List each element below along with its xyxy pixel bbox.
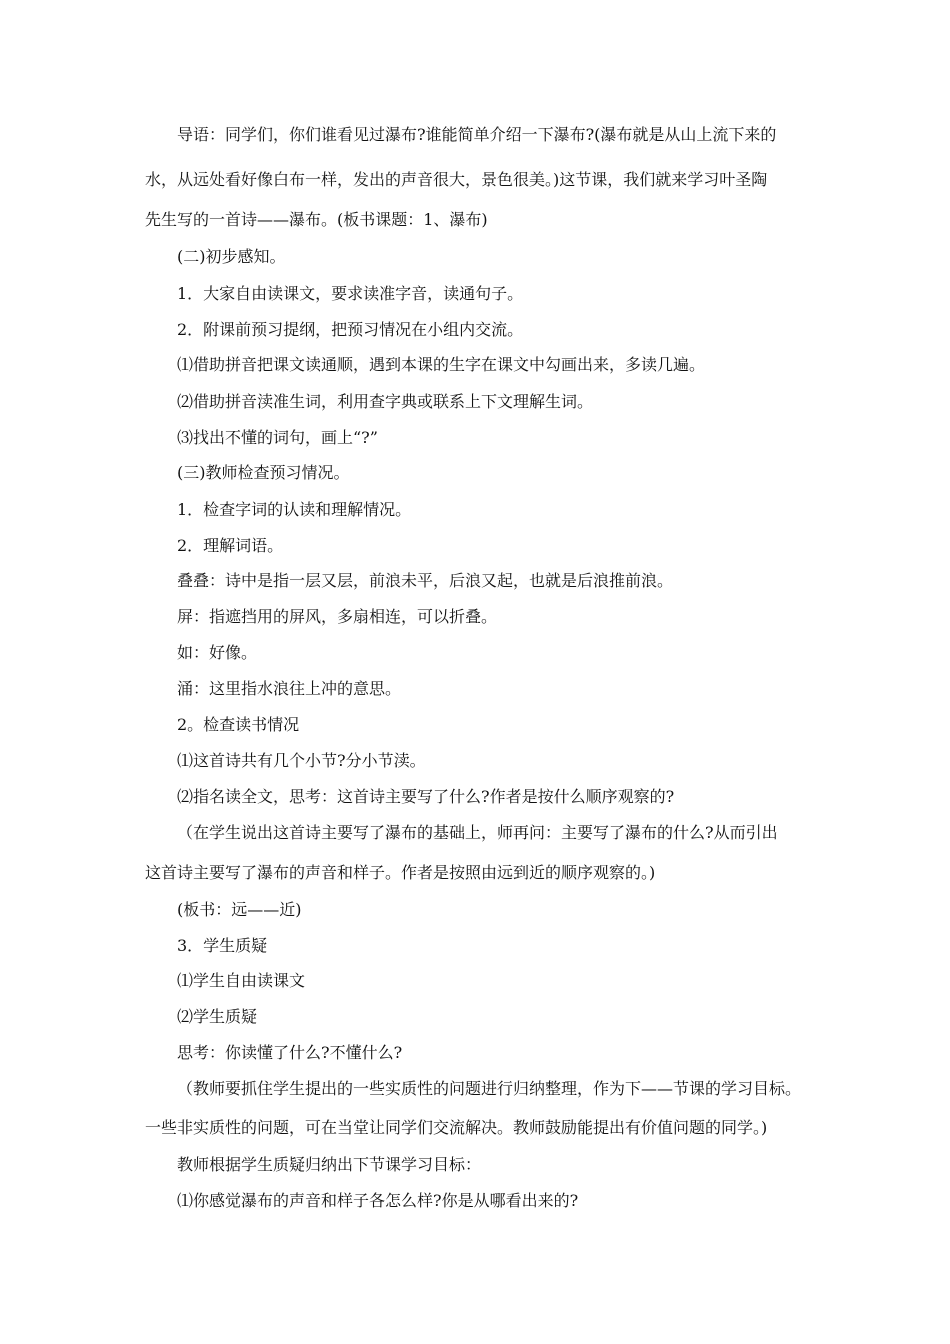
- intro-paragraph-line-2: 水，从远处看好像白布一样，发出的声音很大，景色很美。)这节课，我们就来学习叶圣陶: [145, 170, 768, 189]
- intro-paragraph-line-3: 先生写的一首诗——瀑布。(板书课题：1、瀑布): [145, 210, 488, 229]
- teacher-note-line-2: 这首诗主要写了瀑布的声音和样子。作者是按照由远到近的顺序观察的。): [145, 863, 656, 882]
- step-1-free-reading: 1．大家自由读课文，要求读准字音，读通句子。: [177, 284, 524, 303]
- think-question: 思考：你读懂了什么?不懂什么?: [177, 1043, 403, 1062]
- question-item-2: ⑵学生质疑: [177, 1007, 258, 1026]
- reading-check-item-2: ⑵指名读全文，思考：这首诗主要写了什么?作者是按什么顺序观察的?: [177, 787, 675, 806]
- reading-check-heading: 2。检查读书情况: [177, 715, 300, 734]
- teacher-summary-line-1: （教师要抓住学生提出的一些实质性的问题进行归纳整理，作为下——节课的学习目标。: [177, 1079, 802, 1098]
- intro-paragraph-line-1: 导语：同学们，你们谁看见过瀑布?谁能简单介绍一下瀑布?(瀑布就是从山上流下来的: [177, 125, 777, 144]
- vocab-yong: 涌：这里指水浪往上冲的意思。: [177, 679, 402, 698]
- preview-item-3: ⑶找出不懂的词句，画上“?”: [177, 428, 378, 447]
- preview-item-1: ⑴借助拼音把课文读通顺，遇到本课的生字在课文中勾画出来，多读几遍。: [177, 355, 706, 374]
- question-item-1: ⑴学生自由读课文: [177, 971, 306, 990]
- next-lesson-goals-heading: 教师根据学生质疑归纳出下节课学习目标：: [177, 1155, 482, 1174]
- teacher-note-line-1: （在学生说出这首诗主要写了瀑布的基础上，师再问：主要写了瀑布的什么?从而引出: [177, 823, 778, 842]
- vocab-ru: 如：好像。: [177, 643, 258, 662]
- check-step-2: 2．理解词语。: [177, 536, 284, 555]
- section-heading-teacher-check: (三)教师检查预习情况。: [177, 463, 350, 482]
- preview-item-2: ⑵借助拼音渎准生词，利用查字典或联系上下文理解生词。: [177, 392, 594, 411]
- board-note-far-near: (板书：远——近): [177, 900, 302, 919]
- step-3-student-questions: 3．学生质疑: [177, 936, 268, 955]
- section-heading-initial-perception: (二)初步感知。: [177, 247, 286, 266]
- teacher-summary-line-2: 一些非实质性的问题，可在当堂让同学们交流解决。教师鼓励能提出有价值问题的同学。): [145, 1118, 768, 1137]
- vocab-dieddie: 叠叠：诗中是指一层又层，前浪未平，后浪又起，也就是后浪推前浪。: [177, 571, 674, 590]
- check-step-1: 1．检查字词的认读和理解情况。: [177, 500, 412, 519]
- next-lesson-goal-1: ⑴你感觉瀑布的声音和样子各怎么样?你是从哪看出来的?: [177, 1191, 579, 1210]
- reading-check-item-1: ⑴这首诗共有几个小节?分小节渎。: [177, 751, 426, 770]
- vocab-ping: 屏：指遮挡用的屏风，多扇相连，可以折叠。: [177, 607, 498, 626]
- step-2-preview-outline: 2．附课前预习提纲，把预习情况在小组内交流。: [177, 320, 524, 339]
